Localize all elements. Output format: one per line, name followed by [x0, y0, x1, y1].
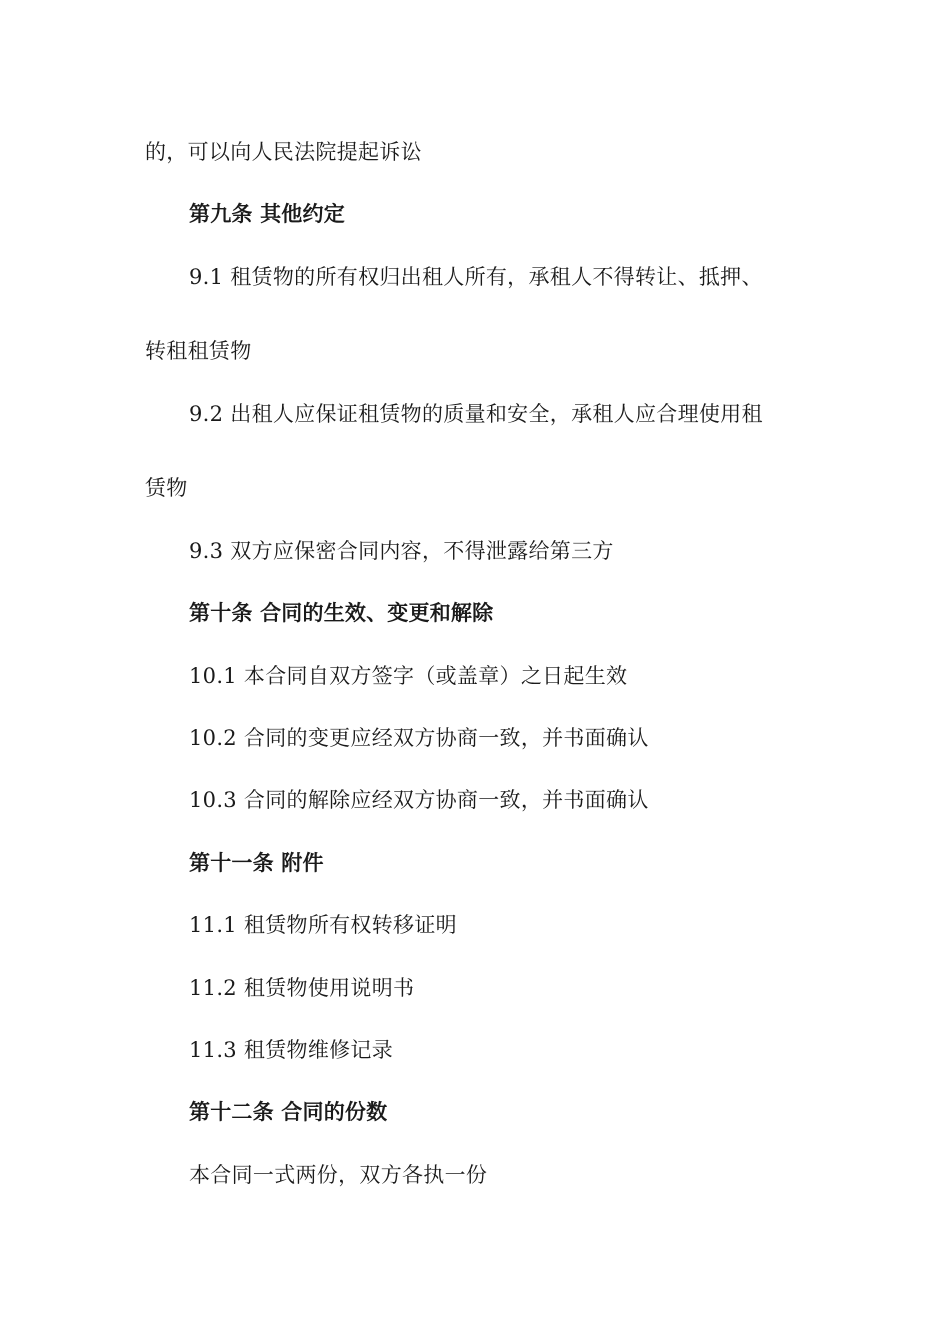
section-heading-article-11: 第十一条 附件 — [189, 851, 324, 875]
clause-11-3: 11.3 租赁物维修记录 — [189, 1038, 394, 1062]
section-heading-article-9: 第九条 其他约定 — [189, 202, 345, 226]
clause-11-2: 11.2 租赁物使用说明书 — [189, 976, 415, 1000]
clause-10-3: 10.3 合同的解除应经双方协商一致，并书面确认 — [189, 788, 649, 812]
clause-10-2: 10.2 合同的变更应经双方协商一致，并书面确认 — [189, 726, 649, 750]
clause-9-2: 9.2 出租人应保证租赁物的质量和安全，承租人应合理使用租 — [189, 402, 763, 426]
paragraph-continuation: 的，可以向人民法院提起诉讼 — [145, 140, 422, 164]
clause-9-1-continuation: 转租租赁物 — [145, 339, 252, 363]
paragraph-copies: 本合同一式两份，双方各执一份 — [189, 1163, 488, 1187]
clause-9-1: 9.1 租赁物的所有权归出租人所有，承租人不得转让、抵押、 — [189, 265, 763, 289]
clause-11-1: 11.1 租赁物所有权转移证明 — [189, 913, 457, 937]
clause-9-3: 9.3 双方应保密合同内容，不得泄露给第三方 — [189, 539, 614, 563]
clause-10-1: 10.1 本合同自双方签字（或盖章）之日起生效 — [189, 664, 628, 688]
section-heading-article-10: 第十条 合同的生效、变更和解除 — [189, 601, 494, 625]
section-heading-article-12: 第十二条 合同的份数 — [189, 1100, 388, 1124]
clause-9-2-continuation: 赁物 — [145, 476, 188, 500]
